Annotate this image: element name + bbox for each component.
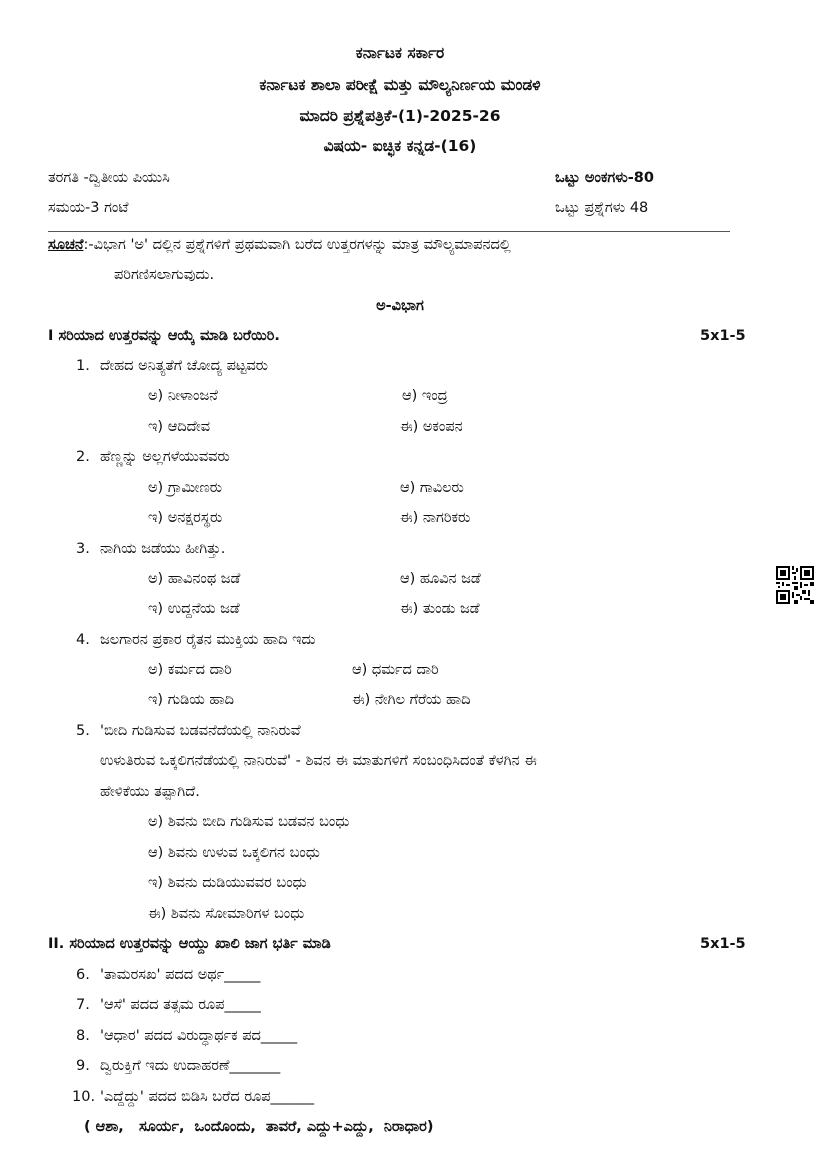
- part2-marks: 5x1-5: [700, 936, 746, 952]
- option-c: ಇ) ಶಿವನು ದುಡಿಯುವವರ ಬಂಧು: [148, 875, 307, 891]
- question-number: 4.: [76, 632, 90, 648]
- option-c: ಇ) ಅನಕ್ಷರಸ್ಥರು: [148, 510, 223, 526]
- header-divider: [48, 231, 730, 232]
- question-number: 7.: [76, 997, 90, 1013]
- part1-title: I ಸರಿಯಾದ ಉತ್ತರವನ್ನು ಆಯ್ಕೆ ಮಾಡಿ ಬರೆಯಿರಿ.: [48, 328, 280, 344]
- option-c: ಇ) ಉದ್ದನೆಯ ಜಡೆ: [148, 601, 240, 617]
- question-text: ಜಲಗಾರನ ಪ್ರಕಾರ ರೈತನ ಮುಕ್ತಿಯ ಹಾದಿ ಇದು: [100, 632, 316, 648]
- class-label: ತರಗತಿ -ದ್ವಿತೀಯ ಪಿಯುಸಿ: [48, 170, 170, 186]
- option-b: ಆ) ಹೂವಿನ ಜಡೆ: [400, 571, 481, 587]
- question-number: 5.: [76, 723, 90, 739]
- option-d: ಈ) ನಾಗರಿಕರು: [400, 510, 471, 526]
- option-b: ಆ) ಶಿವನು ಉಳುವ ಒಕ್ಕಲಿಗನ ಬಂಧು: [148, 845, 320, 861]
- instruction-label: ಸೂಚನೆ: [48, 237, 84, 253]
- total-marks: ಒಟ್ಟು ಅಂಕಗಳು-80: [555, 170, 654, 186]
- section-title: ಅ-ವಿಭಾಗ: [376, 298, 424, 314]
- question-text: 'ಎದ್ದೆದ್ದು' ಪದದ ಬಿಡಿಸಿ ಬರೆದ ರೂಪ______: [100, 1089, 315, 1105]
- question-text: ನಾಗಿಯ ಜಡೆಯು ಹೀಗಿತ್ತು.: [100, 541, 226, 557]
- option-b: ಆ) ಧರ್ಮದ ದಾರಿ: [352, 662, 439, 678]
- option-d: ಈ) ನೇಗಿಲ ಗೆರೆಯ ಹಾದಿ: [352, 692, 471, 708]
- qr-code-icon: [776, 566, 814, 604]
- question-number: 2.: [76, 449, 90, 465]
- option-b: ಆ) ಇಂದ್ರ: [402, 388, 448, 404]
- answer-options: ( ಆಶಾ, ಸೂರ್ಯ, ಒಂದೊಂದು, ತಾವರೆ, ಎದ್ದು+ಎದ್ದು, ನಿರಾಧಾರ): [84, 1119, 434, 1135]
- option-a: ಅ) ಶಿವನು ಬೀದಿ ಗುಡಿಸುವ ಬಡವನ ಬಂಧು: [148, 814, 350, 830]
- header-line-1: ಕರ್ನಾಟಕ ಸರ್ಕಾರ: [355, 44, 445, 62]
- question-text-line-1: 'ಬೀದಿ ಗುಡಿಸುವ ಬಡವನೆದೆಯಲ್ಲಿ ನಾನಿರುವೆ: [100, 723, 301, 739]
- question-number: 6.: [76, 967, 90, 983]
- part1-marks: 5x1-5: [700, 328, 746, 344]
- option-d: ಈ) ಶಿವನು ಸೋಮಾರಿಗಳ ಬಂಧು: [148, 906, 305, 922]
- header-line-4: ವಿಷಯ- ಐಚ್ಛಿಕ ಕನ್ನಡ-(16): [323, 137, 477, 155]
- option-a: ಅ) ಕರ್ಮದ ದಾರಿ: [148, 662, 232, 678]
- question-number: 9.: [76, 1058, 90, 1074]
- question-text: 'ಆಸೆ' ಪದದ ತತ್ಸಮ ರೂಪ_____: [100, 997, 261, 1013]
- question-text-line-3: ಹೇಳಿಕೆಯು ತಪ್ಪಾಗಿದೆ.: [100, 784, 200, 800]
- question-text-line-2: ಉಳುತಿರುವ ಒಕ್ಕಲಿಗನೆಡೆಯಲ್ಲಿ ನಾನಿರುವೆ' - ಶಿವನ ಈ ಮಾತುಗಳಿಗೆ ಸಂಬಂಧಿಸಿದಂತೆ ಕೆಳಗಿನ ಈ: [100, 753, 537, 769]
- total-questions: ಒಟ್ಟು ಪ್ರಶ್ನೆಗಳು 48: [555, 200, 649, 216]
- question-text: 'ತಾಮರಸಖ' ಪದದ ಅರ್ಥ_____: [100, 967, 261, 983]
- instruction-text-2: ಪರಿಗಣಿಸಲಾಗುವುದು.: [114, 267, 215, 283]
- header-line-2: ಕರ್ನಾಟಕ ಶಾಲಾ ಪರೀಕ್ಷೆ ಮತ್ತು ಮೌಲ್ಯನಿರ್ಣಯ ಮಂಡಳಿ: [259, 76, 541, 94]
- part2-title: II. ಸರಿಯಾದ ಉತ್ತರವನ್ನು ಆಯ್ದು ಖಾಲಿ ಜಾಗ ಭರ್ತಿ ಮಾಡಿ: [48, 936, 331, 952]
- option-c: ಇ) ಆದಿದೇವ: [148, 419, 211, 435]
- question-number: 8.: [76, 1028, 90, 1044]
- header-line-3: ಮಾದರಿ ಪ್ರಶ್ನೆಪತ್ರಿಕೆ-(1)-2025-26: [299, 107, 501, 125]
- option-d: ಈ) ಅಕಂಪನ: [400, 419, 463, 435]
- question-text: ದೇಹದ ಅನಿತ್ಯತೆಗೆ ಚೋದ್ಯ ಪಟ್ಟವರು: [100, 358, 269, 374]
- option-b: ಆ) ಗಾವಿಲರು: [400, 480, 464, 496]
- option-d: ಈ) ತುಂಡು ಜಡೆ: [400, 601, 480, 617]
- instruction-text-1: :-ವಿಭಾಗ 'ಅ' ದಲ್ಲಿನ ಪ್ರಶ್ನೆಗಳಿಗೆ ಪ್ರಥಮವಾಗಿ ಬರೆದ ಉತ್ತರಗಳನ್ನು ಮಾತ್ರ ಮೌಲ್ಯಮಾಪನದಲ್ಲಿ: [83, 237, 511, 253]
- option-a: ಅ) ಹಾವಿನಂಥ ಜಡೆ: [148, 571, 241, 587]
- question-number: 10.: [72, 1089, 96, 1105]
- option-a: ಅ) ನೀಳಾಂಜನೆ: [148, 388, 218, 404]
- time-label: ಸಮಯ-3 ಗಂಟೆ: [48, 200, 129, 216]
- instruction-line-1: [48, 237, 511, 253]
- question-text: ದ್ವಿರುಕ್ತಿಗೆ ಇದು ಉದಾಹರಣೆ_______: [100, 1058, 281, 1074]
- option-a: ಅ) ಗ್ರಾಮೀಣರು: [148, 480, 223, 496]
- question-text: 'ಆಧಾರ' ಪದದ ವಿರುದ್ಧಾರ್ಥಕ ಪದ_____: [100, 1028, 298, 1044]
- option-c: ಇ) ಗುಡಿಯ ಹಾದಿ: [148, 692, 234, 708]
- question-number: 3.: [76, 541, 90, 557]
- question-number: 1.: [76, 358, 90, 374]
- question-text: ಹೆಣ್ಣನ್ನು ಅಲ್ಲಗಳೆಯುವವರು: [100, 449, 230, 465]
